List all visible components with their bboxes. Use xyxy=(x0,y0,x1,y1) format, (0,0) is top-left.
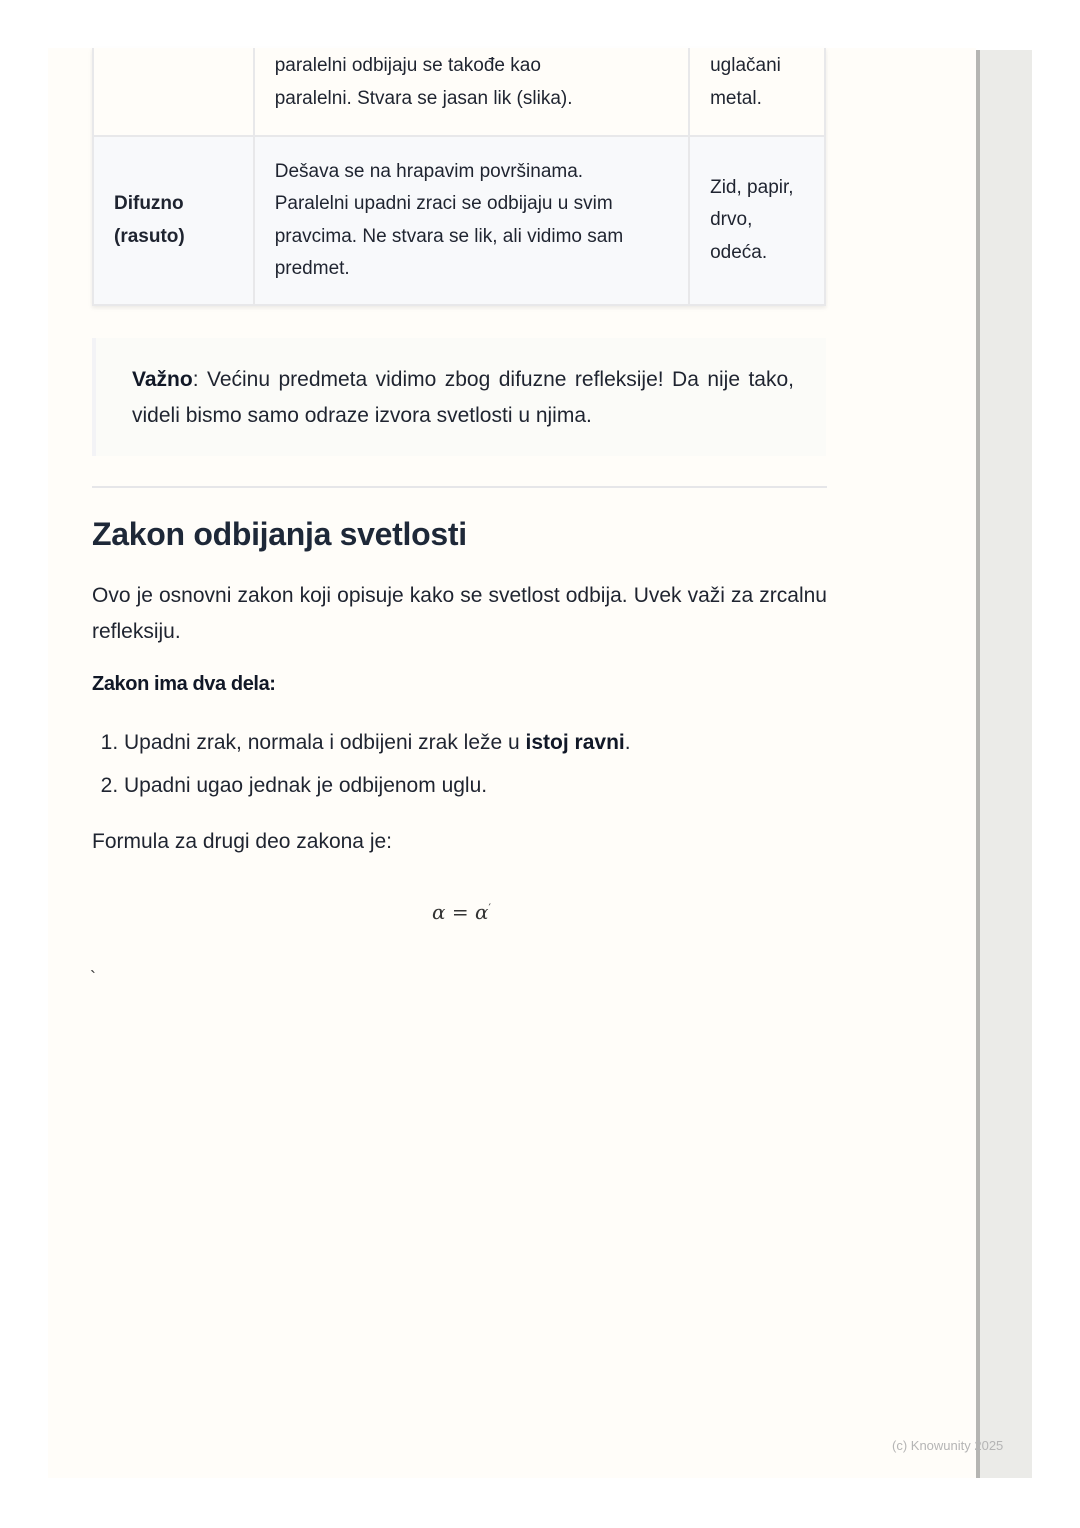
important-callout xyxy=(92,338,826,456)
list-item xyxy=(124,771,631,801)
reflection-types-table xyxy=(92,48,826,306)
cell-line: Dešava se na hrapavim površinama. xyxy=(274,160,584,182)
cell-line: Paralelni upadni zraci se odbijaju u svim xyxy=(274,193,613,214)
cell-line: (rasuto) xyxy=(114,225,185,247)
stray-backtick: ` xyxy=(90,968,96,988)
cell-line: paralelni. Stvara se jasan lik (slika). xyxy=(274,87,573,109)
table-cell-examples xyxy=(689,136,825,305)
cell-line: odeća. xyxy=(710,241,768,263)
copyright-footer: (c) Knowunity 2025 xyxy=(892,1438,1004,1453)
list-item-text: Upadni zrak, normala i odbijeni zrak leže u xyxy=(124,731,526,754)
callout-text: : Većinu predmeta vidimo zbog difuzne refleksije! Da nije tako, videli bismo samo odraze izvora svetlosti u njima. xyxy=(132,368,794,427)
section-divider xyxy=(92,486,827,488)
table-cell-description xyxy=(254,48,689,136)
list-item-text: Upadni ugao jednak je odbijenom uglu. xyxy=(124,774,488,797)
cell-line: Zid, papir, xyxy=(710,176,794,198)
cell-line: paralelni odbijaju se takođe kao xyxy=(274,55,541,76)
list-item-suffix: . xyxy=(624,731,631,754)
law-parts-list xyxy=(92,728,631,814)
intro-paragraph: Ovo je osnovni zakon koji opisuje kako se svetlost odbija. Uvek važi za zrcalnu refleksiju. xyxy=(92,584,827,643)
formula-lhs: α xyxy=(432,900,446,924)
cell-line: pravcima. Ne stvara se lik, ali vidimo sam xyxy=(274,225,624,247)
formula-intro: Formula za drugi deo zakona je: xyxy=(92,830,392,853)
table-row xyxy=(93,48,825,136)
table-cell-description xyxy=(254,136,689,305)
list-item xyxy=(124,728,631,758)
formula-prime: ′ xyxy=(488,901,492,915)
formula-equals: = xyxy=(445,900,475,924)
table-cell-examples xyxy=(689,48,825,136)
list-subheading: Zakon ima dva dela: xyxy=(92,673,276,695)
list-item-bold: istoj ravni xyxy=(525,731,625,754)
table-cell-type xyxy=(93,136,254,305)
cell-line: drvo, xyxy=(710,209,753,231)
cell-line: Difuzno xyxy=(114,193,184,214)
callout-label: Važno xyxy=(132,368,193,391)
reflection-formula xyxy=(432,900,491,924)
cell-line: metal. xyxy=(710,87,762,109)
section-heading: Zakon odbijanja svetlosti xyxy=(92,516,467,552)
table-cell-type xyxy=(93,48,254,136)
table-row xyxy=(93,136,825,305)
formula-rhs: α xyxy=(475,900,489,924)
cell-line: uglačani xyxy=(710,55,781,76)
cell-line: predmet. xyxy=(274,258,350,279)
scrollbar[interactable] xyxy=(976,50,1032,1478)
